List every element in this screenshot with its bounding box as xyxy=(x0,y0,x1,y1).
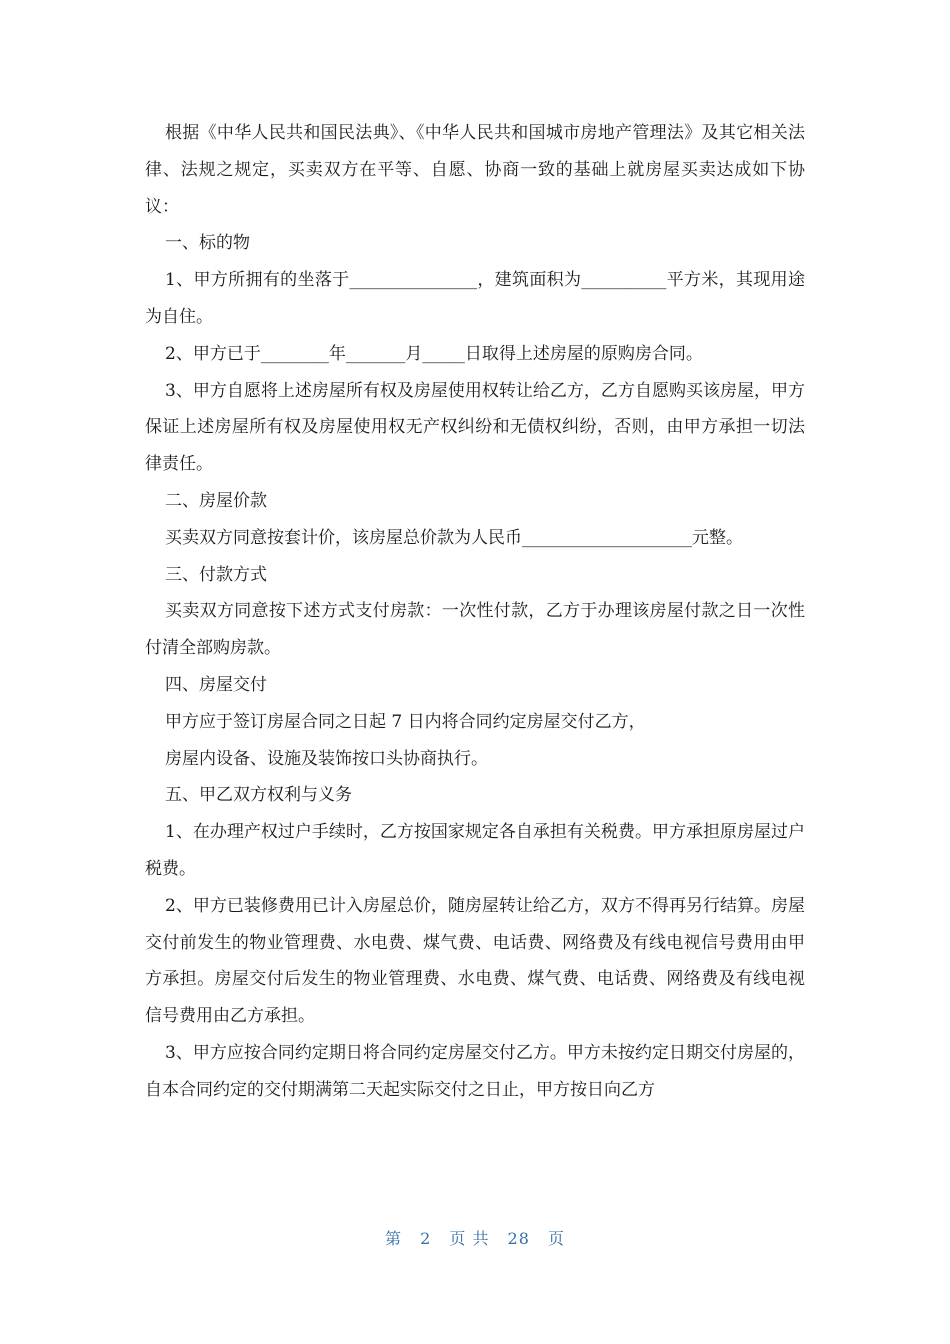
section-heading: 二、房屋价款 xyxy=(165,490,267,511)
footer-suffix: 页 xyxy=(548,1229,566,1248)
paragraph: 房屋内设备、设施及装饰按口头协商执行。 xyxy=(165,748,488,769)
page-footer xyxy=(0,1226,950,1249)
section-heading: 一、标的物 xyxy=(165,233,250,254)
section-heading: 三、付款方式 xyxy=(165,564,267,585)
paragraph: 甲方应于签订房屋合同之日起 7 日内将合同约定房屋交付乙方， xyxy=(165,711,646,732)
paragraph: 2、甲方已装修费用已计入房屋总价，随房屋转让给乙方，双方不得再另行结算。房屋交付前发生的物业管理费、水电费、煤气费、电话费、网络费及有线电视信号费用由甲方承担。房屋交付后发生的物业管理费、水电费、煤气费、电话费、网络费及有线电视信号费用由乙方承担。 xyxy=(145,895,805,1027)
footer-prefix: 第 xyxy=(384,1229,402,1248)
paragraph: 买卖双方同意按套计价，该房屋总价款为人民币____________________元整。 xyxy=(165,527,743,548)
paragraph: 根据《中华人民共和国民法典》、《中华人民共和国城市房地产管理法》及其它相关法律、法规之规定，买卖双方在平等、自愿、协商一致的基础上就房屋买卖达成如下协议： xyxy=(145,123,805,217)
paragraph: 3、甲方应按合同约定期日将合同约定房屋交付乙方。甲方未按约定日期交付房屋的，自本合同约定的交付期满第二天起实际交付之日止，甲方按日向乙方 xyxy=(145,1042,805,1100)
section-heading: 四、房屋交付 xyxy=(165,674,267,695)
current-page-number: 2 xyxy=(420,1229,432,1248)
section-heading: 五、甲乙双方权利与义务 xyxy=(165,785,352,806)
total-pages-number: 28 xyxy=(507,1229,530,1248)
paragraph: 买卖双方同意按下述方式支付房款：一次性付款，乙方于办理该房屋付款之日一次性付清全部购房款。 xyxy=(145,601,805,659)
paragraph: 1、甲方所拥有的坐落于_______________，建筑面积为__________平方米，其现用途为自住。 xyxy=(145,270,805,327)
paragraph: 3、甲方自愿将上述房屋所有权及房屋使用权转让给乙方，乙方自愿购买该房屋，甲方保证上述房屋所有权及房屋使用权无产权纠纷和无债权纠纷，否则，由甲方承担一切法律责任。 xyxy=(145,380,805,475)
paragraph: 2、甲方已于________年_______月_____日取得上述房屋的原购房合同。 xyxy=(165,343,703,364)
footer-mid: 页 共 xyxy=(449,1229,490,1248)
document-body xyxy=(145,115,805,1109)
paragraph: 1、在办理产权过户手续时，乙方按国家规定各自承担有关税费。甲方承担原房屋过户税费。 xyxy=(145,822,805,879)
